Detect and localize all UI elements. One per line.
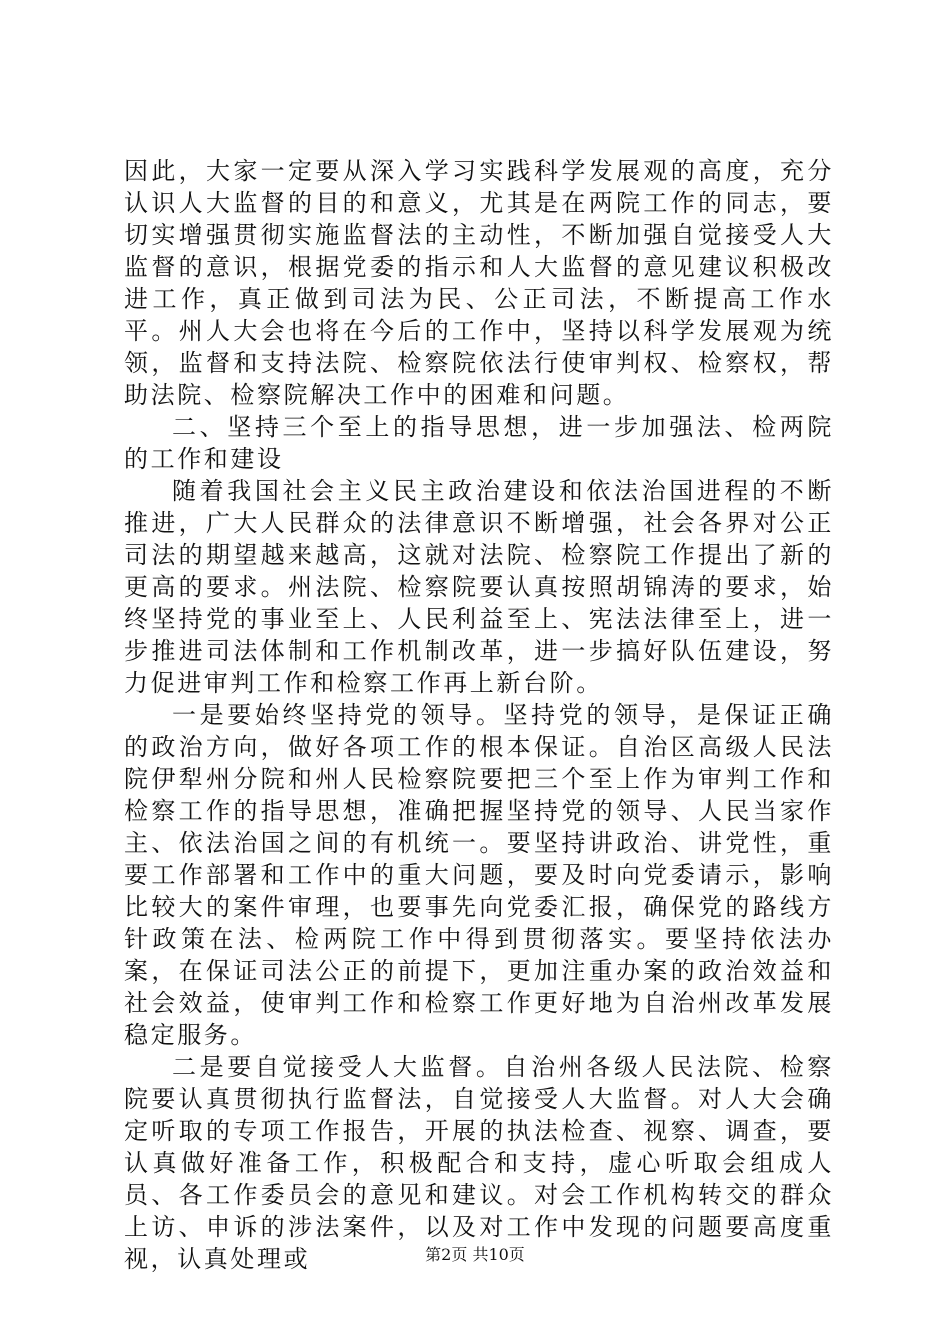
paragraph-5: 二是要自觉接受人大监督。自治州各级人民法院、检察院要认真贯彻执行监督法，自觉接受人大监督。对人大会确定听取的专项工作报告，开展的执法检查、视察、调查，要认真做好准备工作，积极配合和支持，虚心听取会组成人员、各工作委员会的意见和建议。对会工作机构转交的群众上访、申诉的涉法案件，以及对工作中发现的问题要高度重视，认真处理或 — [124, 1053, 834, 1273]
paragraph-4: 一是要始终坚持党的领导。坚持党的领导，是保证正确的政治方向，做好各项工作的根本保证。自治区高级人民法院伊犁州分院和州人民检察院要把三个至上作为审判工作和检察工作的指导思想，准确把握坚持党的领导、人民当家作主、依法治国之间的有机统一。要坚持讲政治、讲党性，重要工作部署和工作中的重大问题，要及时向党委请示，影响比较大的案件审理，也要事先向党委汇报，确保党的路线方针政策在法、检两院工作中得到贯彻落实。要坚持依法办案，在保证司法公正的前提下，更加注重办案的政治效益和社会效益，使审判工作和检察工作更好地为自治州改革发展稳定服务。 — [124, 701, 834, 1049]
paragraph-3: 随着我国社会主义民主政治建设和依法治国进程的不断推进，广大人民群众的法律意识不断增强，社会各界对公正司法的期望越来越高，这就对法院、检察院工作提出了新的更高的要求。州法院、检察院要认真按照胡锦涛的要求，始终坚持党的事业至上、人民利益至上、宪法法律至上，进一步推进司法体制和工作机制改革，进一步搞好队伍建设，努力促进审判工作和检察工作再上新台阶。 — [124, 477, 834, 697]
body-text — [124, 155, 834, 1275]
page-number-footer: 第2页 共10页 — [425, 1245, 525, 1264]
section-heading-2: 二、坚持三个至上的指导思想，进一步加强法、检两院的工作和建设 — [124, 413, 834, 473]
paragraph-1: 因此，大家一定要从深入学习实践科学发展观的高度，充分认识人大监督的目的和意义，尤其是在两院工作的同志，要切实增强贯彻实施监督法的主动性，不断加强自觉接受人大监督的意识，根据党委的指示和人大监督的意见建议积极改进工作，真正做到司法为民、公正司法，不断提高工作水平。州人大会也将在今后的工作中，坚持以科学发展观为统领，监督和支持法院、检察院依法行使审判权、检察权，帮助法院、检察院解决工作中的困难和问题。 — [124, 157, 834, 409]
